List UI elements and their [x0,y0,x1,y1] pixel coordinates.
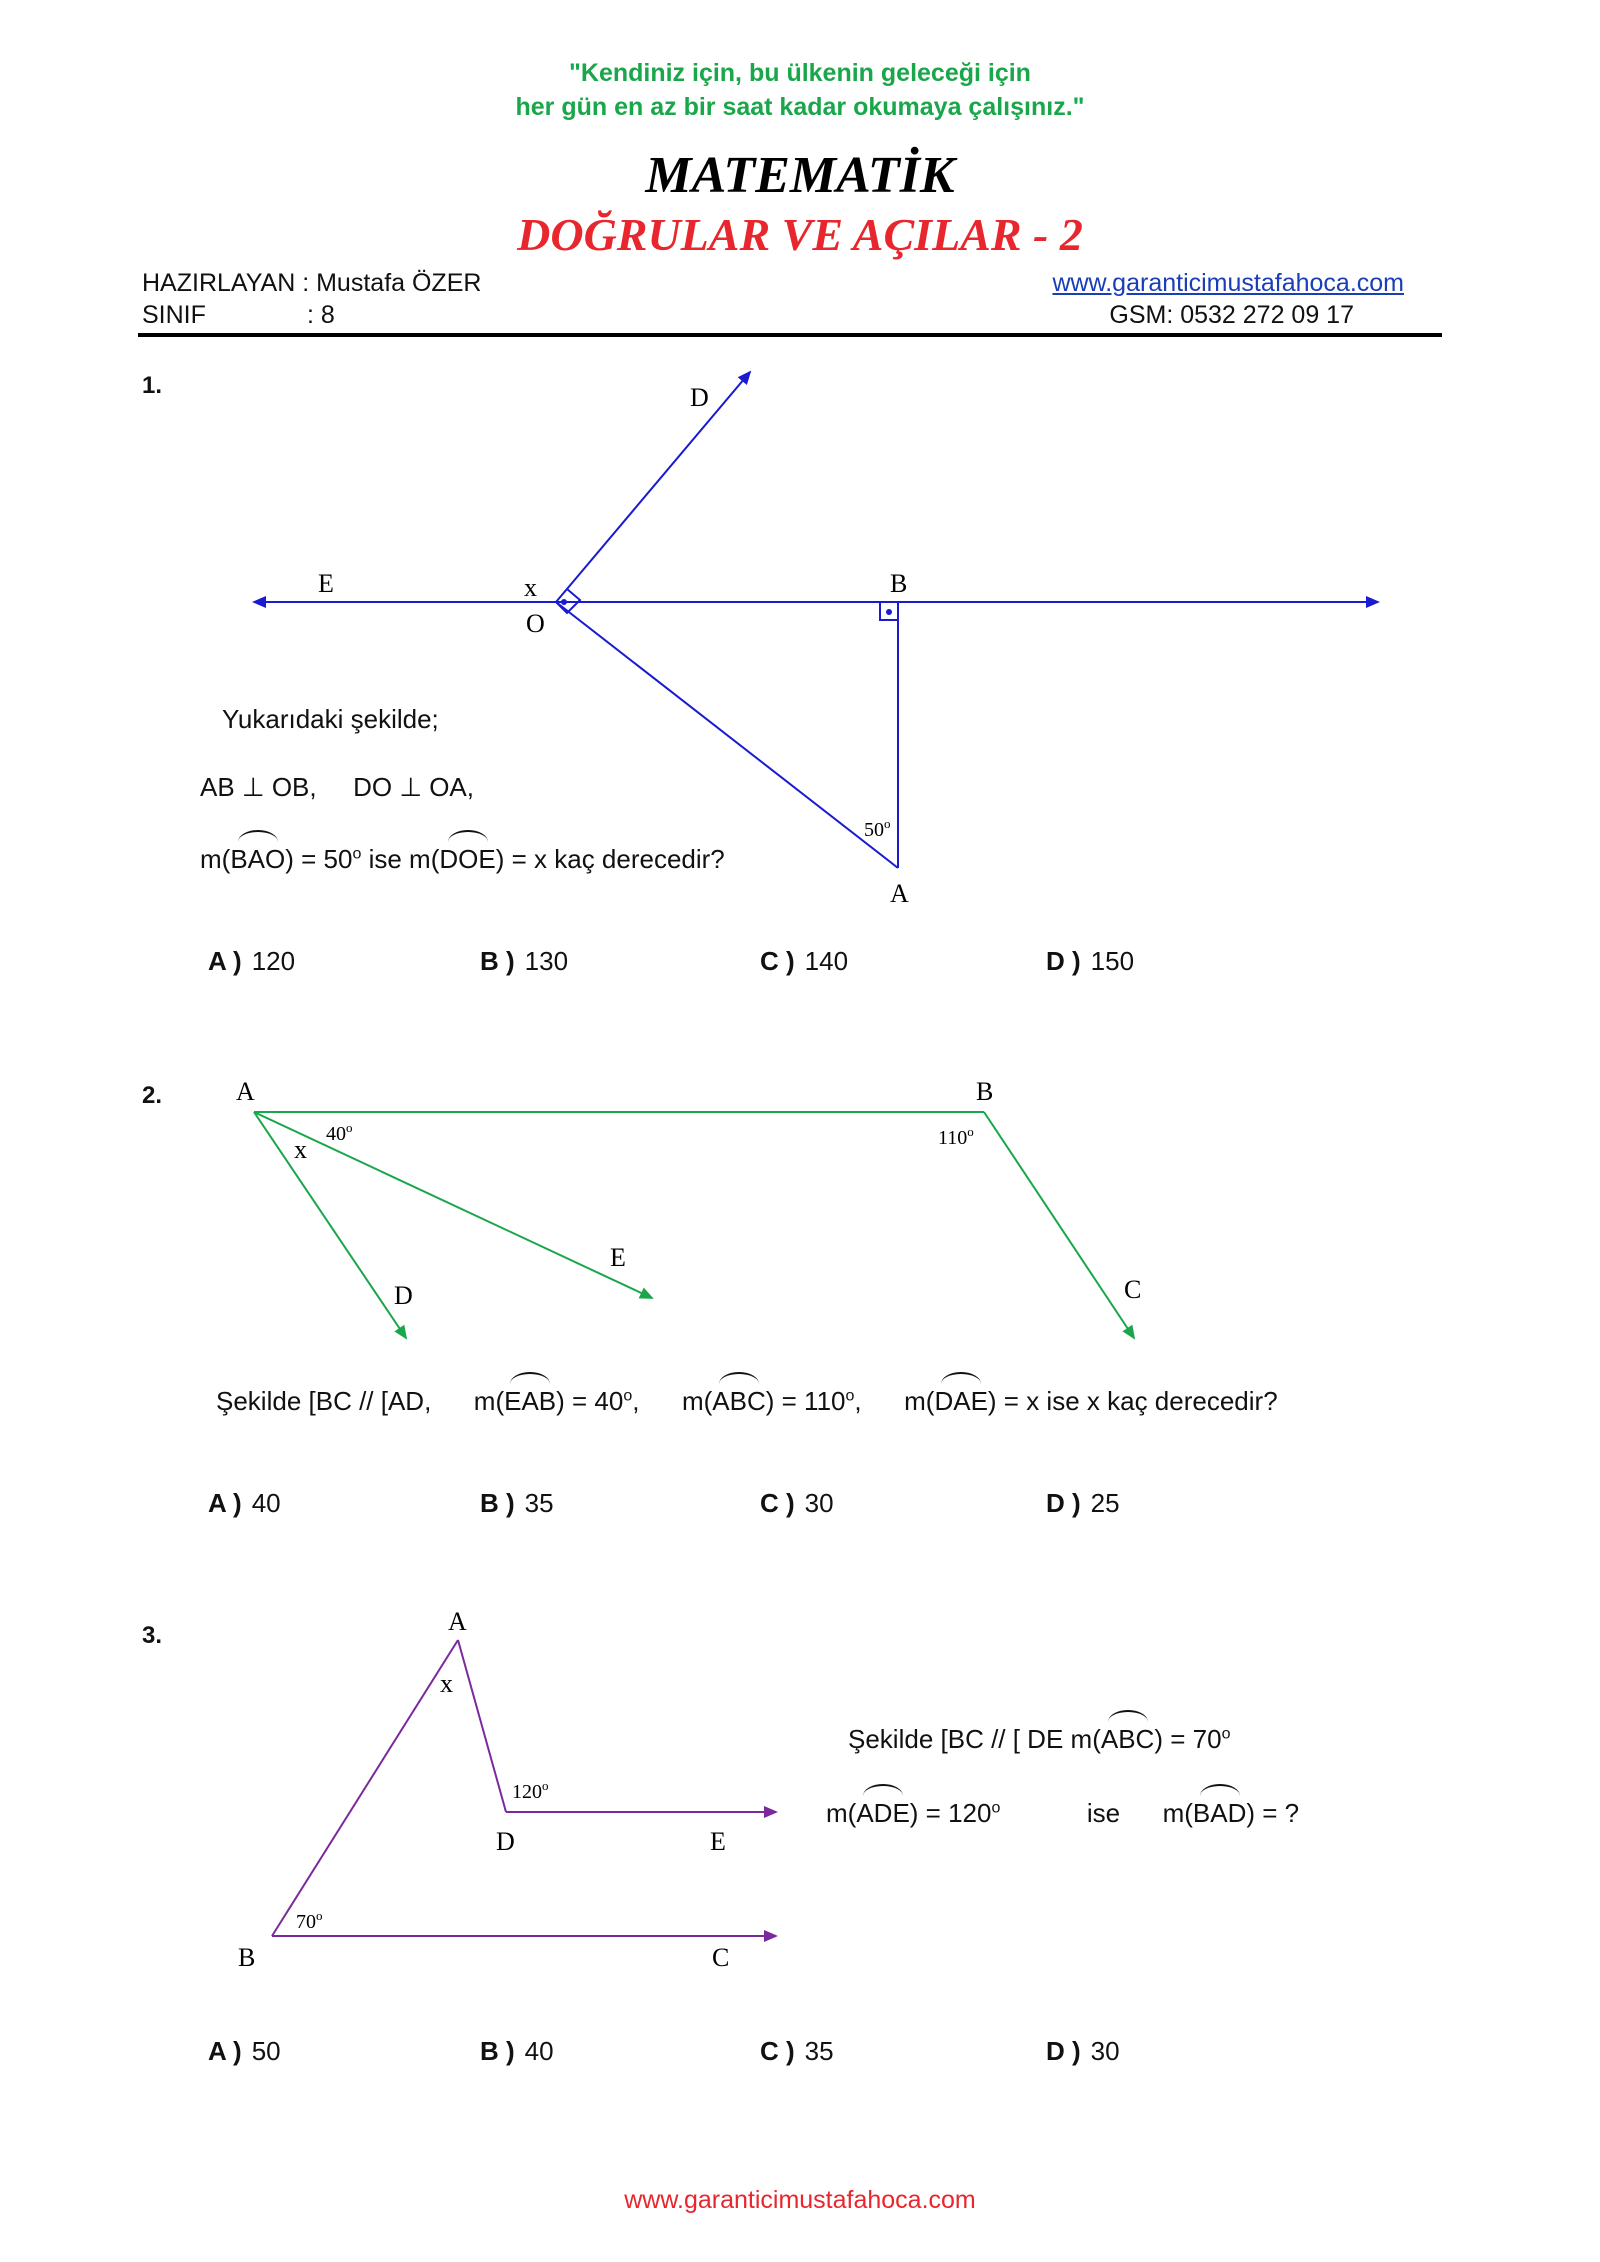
q2-arc-eab: EAB [504,1386,557,1416]
q2-question-text [216,1386,1278,1417]
answer-value: 35 [804,2036,834,2066]
q3-label-e: E [710,1827,726,1856]
answer-letter: D ) [1046,1488,1081,1518]
question-2-figure [0,1040,1600,1360]
q2-arc-abc: ABC [712,1386,766,1416]
q3-text-part: m( [826,1798,857,1828]
q1-cond-oa: OA, [429,772,474,802]
degree-sign: o [845,1387,855,1405]
q3-text-part: Şekilde [BC // [ DE [848,1724,1064,1754]
grade-value: : 8 [307,301,335,329]
q1-angle-value: 50 [864,819,884,841]
answer-value: 30 [1090,2036,1120,2066]
answer-value: 50 [251,2036,281,2066]
answer-value: 140 [804,946,849,976]
q3-arc-abc: ABC [1100,1724,1155,1754]
q2-answer-a[interactable] [208,1488,281,1519]
question-3-figure [0,1600,1600,1990]
q3-angle-b [296,1908,323,1933]
degree-sign: o [991,1799,1001,1817]
q1-cond-ab: AB [200,772,235,802]
q2-label-b: B [976,1077,994,1106]
q2-text-part: m( [904,1386,935,1416]
q2-answer-d[interactable] [1046,1488,1120,1519]
answer-letter: C ) [760,1488,795,1518]
q2-ray-ad [254,1112,406,1338]
answer-letter: C ) [760,946,795,976]
answer-value: 25 [1090,1488,1120,1518]
q2-angle-a-degree: o [346,1120,353,1135]
q1-right-angle-b-dot [886,609,892,615]
q1-text-part: ise m( [361,844,440,874]
answer-value: 120 [251,946,296,976]
answer-value: 130 [524,946,569,976]
q2-text-part: , [632,1386,640,1416]
q2-angle-a [326,1120,353,1145]
q2-label-c: C [1124,1275,1142,1304]
q1-label-o: O [526,609,545,638]
q2-text-part: ) = x ise x kaç derecedir? [987,1386,1278,1416]
q1-segment-oa [556,602,898,868]
q2-label-x: x [294,1135,307,1164]
q2-text-part: , [854,1386,862,1416]
q1-text-part: ) = x kaç derecedir? [495,844,725,874]
q3-angle-d [512,1778,549,1803]
q1-right-angle-o-dot [561,599,567,605]
answer-letter: A ) [208,1488,242,1518]
q2-answer-c[interactable] [760,1488,834,1519]
phone-number: GSM: 0532 272 09 17 [1109,301,1354,329]
q3-text-part: ) = 70 [1154,1724,1222,1754]
q2-angle-b [938,1124,974,1149]
q3-question-line-2 [826,1798,1299,1829]
question-1-number: 1. [142,372,163,399]
q1-angle-label [864,816,891,841]
q3-segment-ad [458,1640,506,1812]
q1-label-d: D [690,383,709,412]
question-3-number: 3. [142,1622,163,1649]
q1-text-part: ) = 50 [285,844,353,874]
answer-letter: B ) [480,946,515,976]
q1-label-b: B [890,569,908,598]
answer-letter: A ) [208,2036,242,2066]
answer-letter: A ) [208,946,242,976]
perpendicular-icon: ⊥ [399,772,422,802]
q3-question-line-1 [848,1724,1230,1755]
degree-sign: o [623,1387,633,1405]
q3-label-x: x [440,1669,453,1698]
answer-letter: B ) [480,1488,515,1518]
degree-sign: o [352,845,362,863]
q1-arc-doe: DOE [439,844,496,874]
page-title: MATEMATİK [645,147,955,204]
grade-label: SINIF [142,301,206,329]
answer-letter: D ) [1046,2036,1081,2066]
motto-line-2: her gün en az bir saat kadar okumaya çalışınız." [515,93,1085,121]
q3-label-a: A [448,1607,467,1636]
q1-question-text [200,844,725,875]
q3-arc-ade: ADE [856,1798,910,1828]
answer-value: 150 [1090,946,1135,976]
q3-text-part: ise [1086,1798,1121,1828]
q1-label-x: x [524,573,537,602]
q1-intro: Yukarıdaki şekilde; [222,704,439,734]
q3-text-part: ) = ? [1246,1798,1300,1828]
q1-ray-od [556,372,750,602]
q2-angle-a-value: 40 [326,1123,346,1145]
q3-angle-d-value: 120 [512,1781,542,1803]
q1-label-a: A [890,879,909,908]
answer-value: 40 [524,2036,554,2066]
q2-angle-b-degree: o [967,1124,974,1139]
author-line: HAZIRLAYAN : Mustafa ÖZER [142,269,482,297]
motto-line-1: "Kendiniz için, bu ülkenin geleceği için [569,59,1031,87]
q1-arc-bao: BAO [230,844,286,874]
q2-text-part: m( [681,1386,713,1416]
answer-value: 35 [524,1488,554,1518]
q2-label-a: A [236,1077,255,1106]
q1-cond-do: DO [353,772,393,802]
q3-label-b: B [238,1943,256,1972]
question-2-number: 2. [142,1082,163,1109]
answer-letter: D ) [1046,946,1081,976]
q3-text-part: ) = 120 [909,1798,992,1828]
q3-segment-ba [272,1640,458,1936]
q1-answer-b[interactable] [480,946,568,977]
website-link[interactable]: www.garanticimustafahoca.com [1052,269,1404,297]
q1-answer-d[interactable] [1046,946,1134,977]
answer-letter: C ) [760,2036,795,2066]
q3-answer-d[interactable] [1046,2036,1120,2067]
answer-value: 30 [804,1488,834,1518]
answer-value: 40 [251,1488,281,1518]
q1-cond-ob: OB, [271,772,317,802]
q1-text-part: m( [200,844,231,874]
q2-angle-b-value: 110 [938,1127,968,1149]
q3-answer-a[interactable] [208,2036,281,2067]
answer-letter: B ) [480,2036,515,2066]
q2-label-e: E [610,1243,626,1272]
q3-angle-d-degree: o [542,1778,549,1793]
q3-arc-bad: BAD [1192,1798,1247,1828]
q3-angle-b-value: 70 [296,1911,316,1933]
q1-label-e: E [318,569,334,598]
q1-condition-1 [200,772,474,803]
q3-label-c: C [712,1943,730,1972]
q2-label-d: D [394,1281,413,1310]
q2-ray-ae [254,1112,652,1298]
q3-text-part: m( [1162,1798,1193,1828]
q3-angle-b-degree: o [316,1908,323,1923]
q3-answer-b[interactable] [480,2036,554,2067]
q1-angle-degree: o [884,816,891,831]
q2-text-part: m( [473,1386,505,1416]
q1-answer-a[interactable] [208,946,295,977]
q3-label-d: D [496,1827,515,1856]
q3-text-part: m( [1070,1724,1101,1754]
q3-answer-c[interactable] [760,2036,834,2067]
q2-ray-bc [984,1112,1134,1338]
q2-text-part: Şekilde [BC // [AD, [216,1386,432,1416]
page-subtitle: DOĞRULAR VE AÇILAR - 2 [517,209,1083,260]
degree-sign: o [1221,1725,1231,1743]
perpendicular-icon: ⊥ [241,772,265,802]
q2-text-part: ) = 110 [765,1386,846,1416]
q2-text-part: ) = 40 [556,1386,624,1416]
q2-answer-b[interactable] [480,1488,554,1519]
footer-website[interactable]: www.garanticimustafahoca.com [624,2186,976,2214]
q1-answer-c[interactable] [760,946,848,977]
q2-arc-dae: DAE [934,1386,988,1416]
